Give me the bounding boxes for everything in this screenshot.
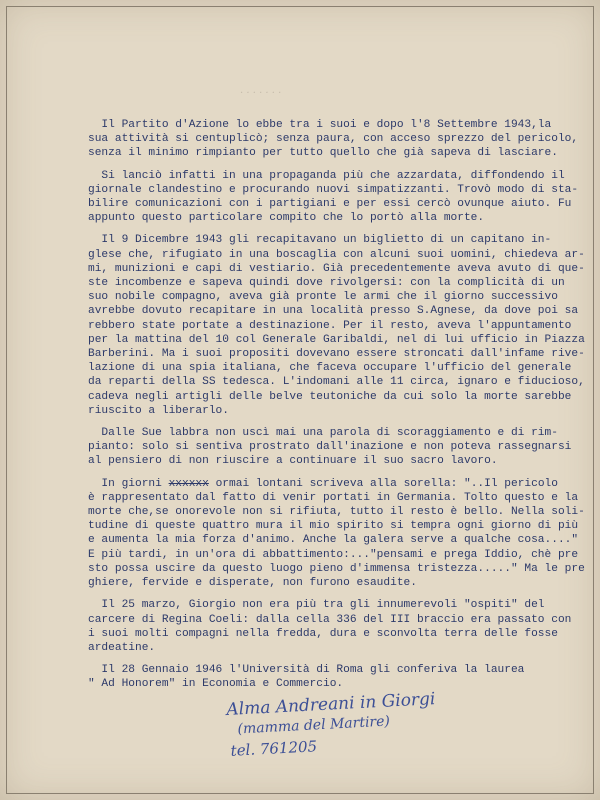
letter-line: appunto questo particolare compito che lo portò alla morte. <box>88 212 485 225</box>
letter-line: Il Partito d'Azione lo ebbe tra i suoi e dopo l'8 Settembre 1943,la <box>88 119 552 131</box>
letter-line: da reparti della SS tedesca. L'indomani alle 11 circa, ignaro e fiducioso, <box>88 376 585 389</box>
letter-line: i suoi molti compagni nella fredda, dura e sconvolta terra delle fosse <box>88 627 558 640</box>
letter-line: pianto: solo si sentiva prostrato dall'inazione e non poteva rassegnarsi <box>88 441 572 454</box>
letter-line: Barberini. Ma i suoi propositi dovevano essere stroncati dall'infame rive- <box>88 348 585 361</box>
letter-line: carcere di Regina Coeli: dalla cella 336 del III braccio era passato con <box>88 613 572 626</box>
letter-paragraph <box>88 169 578 226</box>
letter-line: Dalle Sue labbra non uscì mai una parola di scoraggiamento e di rim- <box>88 427 558 440</box>
letter-line: rebbero state portate a destinazione. Per il resto, aveva l'appuntamento <box>88 319 572 332</box>
letter-line-rest: ormai lontani scriveva alla sorella: "..Il pericolo <box>208 477 558 490</box>
letter-paragraph <box>88 663 578 691</box>
letter-line: riuscito a liberarlo. <box>88 404 229 417</box>
show-through-text: · · · · · · · <box>240 88 282 99</box>
letter-line: Il 25 marzo, Giorgio non era più tra gli innumerevoli "ospiti" del <box>88 599 545 612</box>
letter-line: ardeatine. <box>88 641 156 654</box>
letter-line: e aumenta la mia forza d'animo. Anche la galera serve a qualche cosa...." <box>88 534 579 547</box>
signature-name: Alma Andreani in Giorgi <box>226 689 436 720</box>
letter-line: sua attività si centuplicò; senza paura, con acceso sprezzo del pericolo, <box>88 133 579 146</box>
letter-paragraph <box>88 477 585 591</box>
letter-paragraph <box>88 233 585 418</box>
letter-line: ste incombenze e sapeva quindi dove rivolgersi: con la complicità di un <box>88 277 565 290</box>
letter-line: bilire comunicazioni con i partigiani e per essi cercò ovunque aiuto. Fu <box>88 198 572 211</box>
letter-paragraph <box>88 118 578 161</box>
letter-line: glese che, rifugiato in una boscaglia con alcuni suoi uomini, chiedeva ar- <box>88 248 585 261</box>
signature-telephone: tel. 761205 <box>230 737 318 760</box>
letter-line: al pensiero di non riuscire a continuare il suo sacro lavoro. <box>88 455 498 468</box>
letter-line: lazione di una spia italiana, che faceva occupare l'ufficio del generale <box>88 362 572 375</box>
letter-line: cadeva negli artigli delle belve teutoniche da cui solo la morte sarebbe <box>88 390 572 403</box>
letter-line: morte che,se onorevole non si rifiuta, tutto il resto è bello. Nella soli- <box>88 506 585 519</box>
typed-letter-body <box>88 118 585 700</box>
letter-line <box>88 477 578 491</box>
letter-line: E più tardi, in un'ora di abbattimento:..."pensami e prega Iddio, chè pre <box>88 548 579 561</box>
letter-line: avrebbe dovuto recapitare in una località presso S.Agnese, da dove poi sa <box>88 305 579 318</box>
letter-line: Il 28 Gennaio 1946 l'Università di Roma gli conferiva la laurea <box>88 664 525 677</box>
letter-line: tudine di queste quattro mura il mio spirito si tempra ogni giorno di più <box>88 520 579 533</box>
letter-line-start: In giorni <box>88 477 169 490</box>
letter-line: Si lanciò infatti in una propaganda più che azzardata, diffondendo il <box>88 169 565 182</box>
letter-line: " Ad Honorem" in Economia e Commercio. <box>88 678 344 691</box>
letter-line: mi, munizioni e capi di vestiario. Già precedentemente aveva avuto di que- <box>88 262 585 275</box>
letter-line: per la mattina del 10 col Generale Garibaldi, nel di lui ufficio in Piazza <box>88 333 585 346</box>
letter-line: sto possa uscire da questo luogo pieno d'immensa tristezza....." Ma le pre <box>88 562 585 575</box>
letter-line: ghiere, fervide e disperate, non furono esaudite. <box>88 577 417 590</box>
struck-out-word: xxxxxx <box>168 477 209 490</box>
letter-line: giornale clandestino e procurando nuovi simpatizzanti. Trovò modo di sta- <box>88 183 579 196</box>
letter-line: suo nobile compagno, aveva già pronte le armi che il giorno successivo <box>88 291 558 304</box>
letter-line: è rappresentato dal fatto di venir portati in Germania. Tolto questo e la <box>88 491 579 504</box>
letter-paragraph <box>88 598 578 655</box>
signature-role: (mamma del Martire) <box>237 713 391 738</box>
letter-line: Il 9 Dicembre 1943 gli recapitavano un biglietto di un capitano in- <box>88 234 552 247</box>
letter-paragraph <box>88 426 578 469</box>
letter-line: senza il minimo rimpianto per tutto quello che già sapeva di lasciare. <box>88 147 558 160</box>
